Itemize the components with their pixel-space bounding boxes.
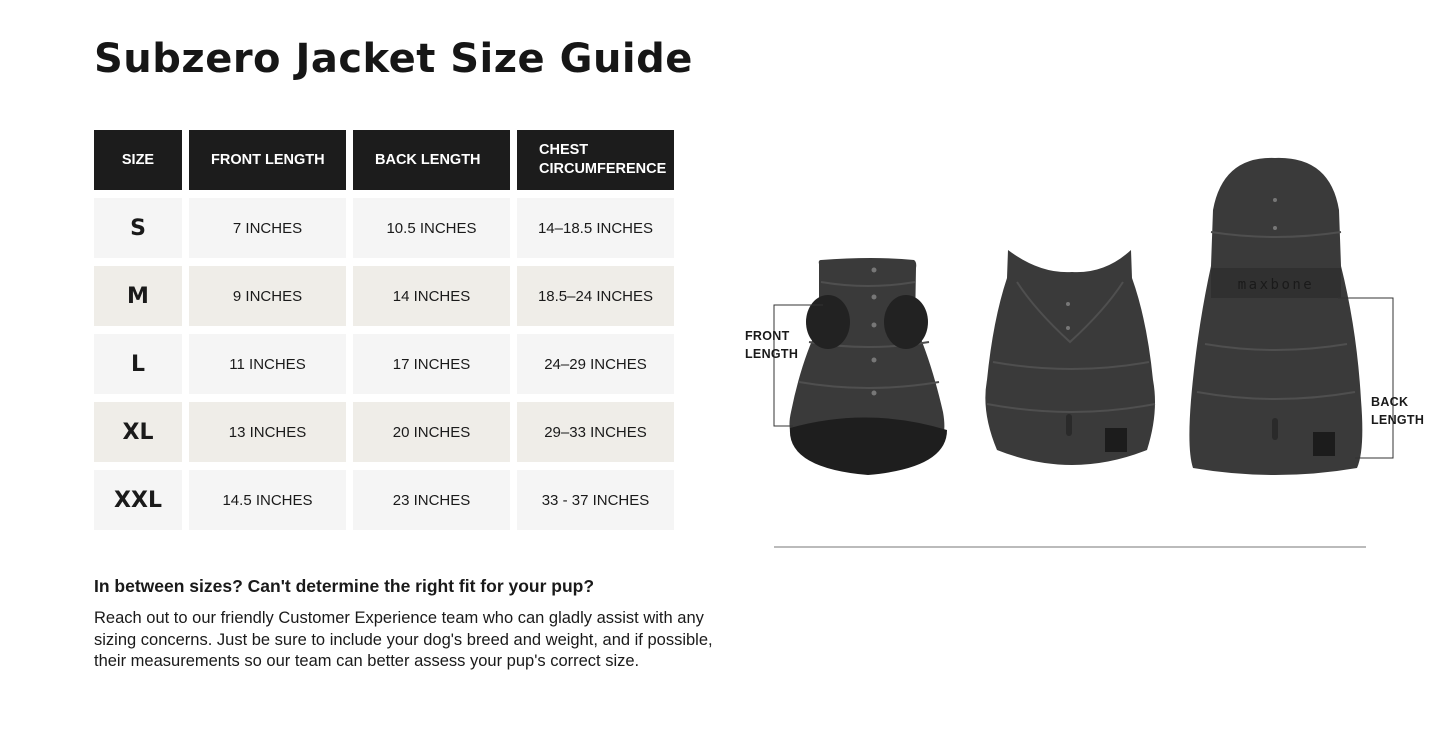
front-cell-s: 7 INCHES <box>189 198 346 258</box>
back-cell-xl: 20 INCHES <box>353 402 510 462</box>
front-cell-xxl: 14.5 INCHES <box>189 470 346 530</box>
jacket-back-view <box>985 250 1155 465</box>
header-back-length: BACK LENGTH <box>353 130 510 190</box>
front-cell-m: 9 INCHES <box>189 266 346 326</box>
size-table <box>94 130 674 530</box>
help-question: In between sizes? Can't determine the right fit for your pup? <box>94 576 595 596</box>
chest-cell-m: 18.5–24 INCHES <box>517 266 674 326</box>
back-cell-m: 14 INCHES <box>353 266 510 326</box>
jacket-drawings <box>735 150 1435 560</box>
brand-mark: maxbone <box>1237 277 1315 293</box>
jacket-front-view <box>790 258 948 475</box>
page-title: Subzero Jacket Size Guide <box>94 36 693 82</box>
front-cell-l: 11 INCHES <box>189 334 346 394</box>
size-cell-l: L <box>94 334 182 394</box>
front-cell-xl: 13 INCHES <box>189 402 346 462</box>
back-cell-l: 17 INCHES <box>353 334 510 394</box>
back-cell-xxl: 23 INCHES <box>353 470 510 530</box>
help-body: Reach out to our friendly Customer Experience team who can gladly assist with any sizing concerns. Just be sure to include your dog's breed and weight, and if possible, their measurements so our team can better assess your pup's correct size. <box>94 609 713 670</box>
header-front-length: FRONT LENGTH <box>189 130 346 190</box>
jacket-illustration <box>735 150 1435 560</box>
front-length-label: FRONT LENGTH <box>745 329 799 361</box>
chest-cell-xxl: 33 - 37 INCHES <box>517 470 674 530</box>
chest-cell-xl: 29–33 INCHES <box>517 402 674 462</box>
jacket-top-view <box>1189 158 1362 475</box>
back-cell-s: 10.5 INCHES <box>353 198 510 258</box>
header-chest-circumference: CHEST CIRCUMFERENCE <box>517 130 674 190</box>
size-cell-xxl: XXL <box>94 470 182 530</box>
back-length-label: BACK LENGTH <box>1371 395 1425 427</box>
size-cell-m: M <box>94 266 182 326</box>
size-cell-s: S <box>94 198 182 258</box>
size-cell-xl: XL <box>94 402 182 462</box>
chest-cell-l: 24–29 INCHES <box>517 334 674 394</box>
header-size: SIZE <box>94 130 182 190</box>
chest-cell-s: 14–18.5 INCHES <box>517 198 674 258</box>
